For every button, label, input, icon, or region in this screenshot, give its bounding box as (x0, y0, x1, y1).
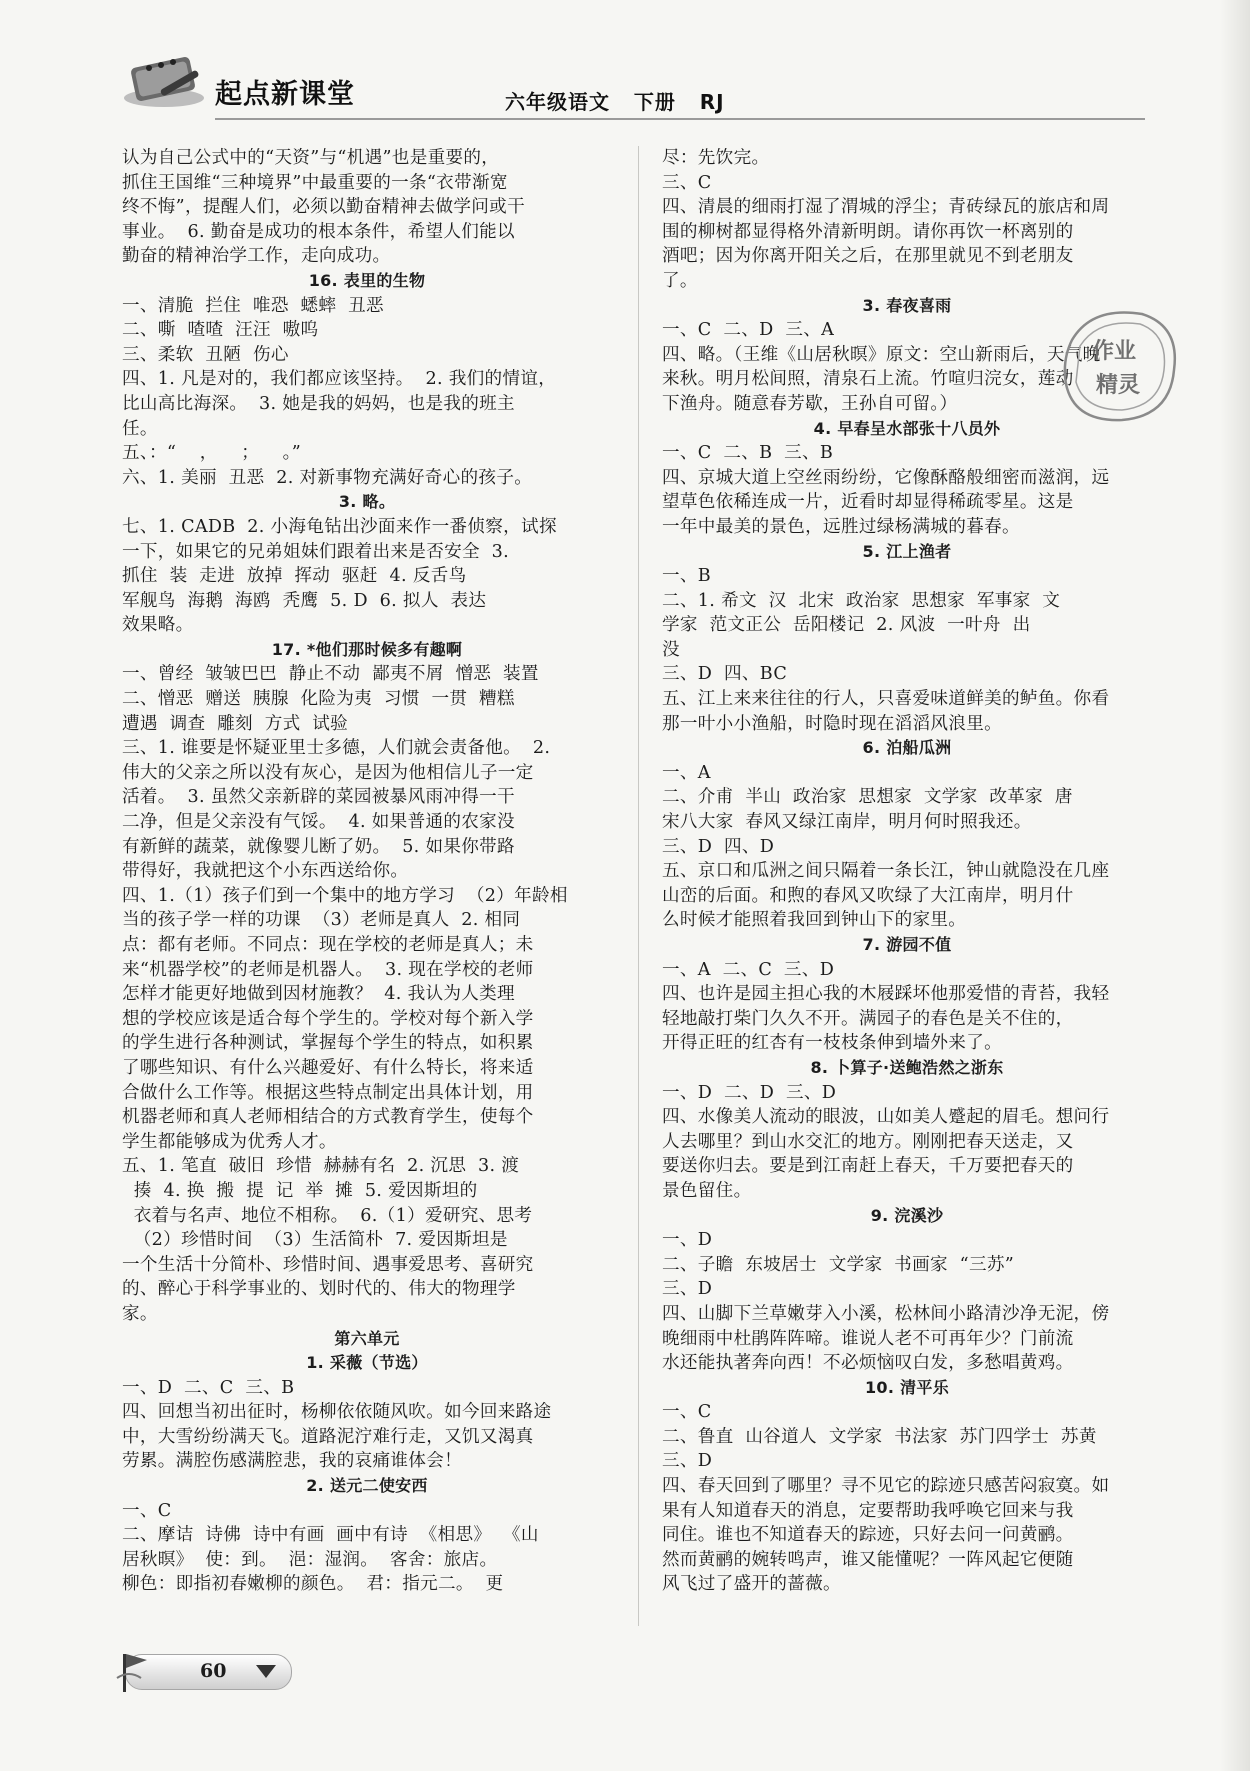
answer-line: 中，大雪纷纷满天飞。道路泥泞难行走，又饥又渴真 (122, 1426, 534, 1447)
answer-line: 效果略。 (122, 615, 194, 636)
answer-line: 三、D 四、BC (662, 664, 788, 685)
section-heading: 8. 卜算子·送鲍浩然之浙东 (810, 1057, 1004, 1077)
answer-line: 四、山脚下兰草嫩芽入小溪，松林间小路清沙净无泥，傍 (662, 1303, 1110, 1324)
answer-line: 二、鲁直 山谷道人 文学家 书法家 苏门四学士 苏黄 (662, 1426, 1097, 1447)
answer-line: 来“机器学校”的老师是机器人。 3. 现在学校的老师 (122, 959, 534, 980)
answer-line: 望草色依稀连成一片，近看时却显得稀疏零星。这是 (662, 492, 1074, 513)
answer-line: 四、1. 凡是对的，我们都应该坚持。 2. 我们的情谊， (122, 369, 557, 390)
answer-line: 然而黄鹂的婉转鸣声，谁又能懂呢？一阵风起它便随 (662, 1549, 1074, 1570)
answer-line: 的学生进行各种测试，掌握每个学生的特点，如积累 (122, 1033, 534, 1054)
stamp-text-top: 作业 (1091, 338, 1137, 364)
answer-line: 三、D (662, 1279, 713, 1300)
answer-line: 四、京城大道上空丝雨纷纷，它像酥酪般细密而滋润，远 (662, 467, 1110, 488)
answer-line: 围的柳树都显得格外清新明朗。请你再饮一杯离别的 (662, 221, 1074, 242)
header-rule (215, 118, 1145, 120)
notebook-pen-logo-icon (119, 54, 209, 110)
answer-line: 五、：“ ， ； 。” (122, 443, 302, 464)
answer-line: 三、1. 谁要是怀疑亚里士多德，人们就会责备他。 2. (122, 738, 551, 759)
answer-line: 了。 (662, 270, 698, 291)
answer-line: 来秋。明月松间照，清泉石上流。竹喧归浣女，莲动 (662, 369, 1074, 390)
stamp-text-bottom: 精灵 (1095, 372, 1141, 398)
answer-line: 一、C 二、B 三、B (662, 443, 834, 464)
answer-line: 五、1. 笔直 破旧 珍惜 赫赫有名 2. 沉思 3. 渡 (122, 1156, 520, 1177)
answer-line: 果有人知道春天的消息，定要帮助我呼唤它回来与我 (662, 1500, 1074, 1521)
section-heading: 17. *他们那时候多有趣啊 (271, 639, 463, 659)
answer-line: 军舰鸟 海鹅 海鸥 秃鹰 5. D 6. 拟人 表达 (122, 590, 487, 611)
answer-line: 任。 (122, 418, 158, 439)
answer-line: 景色留住。 (662, 1180, 752, 1201)
answer-line: 三、D (662, 1451, 713, 1472)
answer-line: 抓住 装 走进 放掉 挥动 驱赶 4. 反舌鸟 (122, 566, 467, 587)
section-heading: 第六单元 (334, 1328, 400, 1348)
section-heading: 6. 泊船瓜洲 (862, 738, 952, 758)
answer-line: 一个生活十分简朴、珍惜时间、遇事爱思考、喜研究 (122, 1254, 534, 1275)
answer-line: （2）珍惜时间 （3）生活简朴 7. 爱因斯坦是 (122, 1230, 508, 1251)
answer-line: 机器老师和真人老师相结合的方式教育学生，使每个 (122, 1107, 534, 1128)
answer-line: 五、江上来来往往的行人，只喜爱味道鲜美的鲈鱼。你看 (662, 689, 1110, 710)
section-heading: 4. 早春呈水部张十八员外 (813, 418, 1001, 438)
answer-line: 四、回想当初出征时，杨柳依依随风吹。如今回来路途 (122, 1402, 552, 1423)
answer-line: 伟大的父亲之所以没有灰心，是因为他相信儿子一定 (122, 762, 534, 783)
answer-line: 柳色：即指初春嫩柳的颜色。 君：指元二。 更 (122, 1574, 504, 1595)
brand-title: 起点新课堂 (215, 79, 355, 110)
answer-line: 居秋暝》 使：到。 浥：湿润。 客舍：旅店。 (122, 1549, 498, 1570)
answer-line: 要送你归去。要是到江南赶上春天，千万要把春天的 (662, 1156, 1074, 1177)
section-heading: 2. 送元二使安西 (306, 1476, 428, 1496)
answer-line: 揍 4. 换 搬 提 记 举 摊 5. 爱因斯坦的 (122, 1180, 478, 1201)
answer-line: 遭遇 调查 雕刻 方式 试验 (122, 713, 349, 734)
answer-line: 的、醉心于科学事业的、划时代的、伟大的物理学 (122, 1279, 516, 1300)
answer-line: 四、略。（王维《山居秋暝》原文：空山新雨后，天气晚 (662, 344, 1101, 365)
answer-line: 人去哪里？到山水交汇的地方。刚刚把春天送走，又 (662, 1131, 1074, 1152)
answer-line: 四、也许是园主担心我的木屐踩坏他那爱惜的青苔，我轻 (662, 984, 1110, 1005)
answer-line: 水还能执著奔向西！不必烦恼叹白发，多愁唱黄鸡。 (662, 1353, 1074, 1374)
answer-line: 三、C (662, 172, 712, 193)
answer-line: 一下，如果它的兄弟姐妹们跟着出来是否安全 3. (122, 541, 510, 562)
answer-line: 一、D (662, 1230, 713, 1251)
answer-line: 二、介甫 半山 政治家 思想家 文学家 改革家 唐 (662, 787, 1073, 808)
answer-line: 风飞过了盛开的蔷薇。 (662, 1574, 841, 1595)
section-heading: 7. 游园不值 (862, 935, 952, 954)
answer-line: 合做什么工作等。根据这些特点制定出具体计划，用 (122, 1082, 534, 1103)
answer-line: 一、C (662, 1402, 712, 1423)
answer-line: 三、D 四、D (662, 836, 775, 857)
answer-line: 衣着与名声、地位不相称。 6.（1）爱研究、思考 (122, 1205, 533, 1226)
answer-line: 宋八大家 春风又绿江南岸，明月何时照我还。 (662, 812, 1032, 833)
answer-line: 有新鲜的蔬菜，就像婴儿断了奶。 5. 如果你带路 (122, 836, 515, 857)
section-heading: 16. 表里的生物 (308, 270, 426, 290)
answer-line: 抓住王国维“三种境界”中最重要的一条“衣带渐宽 (122, 172, 508, 193)
answer-line: 事业。 6. 勤奋是成功的根本条件，希望人们能以 (122, 221, 515, 242)
answer-line: 那一叶小小渔船，时隐时现在滔滔风浪里。 (662, 713, 1002, 734)
answer-line: 一、C (122, 1500, 172, 1521)
answer-line: 学家 范文正公 岳阳楼记 2. 风波 一叶舟 出 (662, 615, 1031, 636)
answer-line: 一年中最美的景色，远胜过绿杨满城的暮春。 (662, 516, 1020, 537)
answer-line: 带得好，我就把这个小东西送给你。 (122, 861, 409, 882)
answer-line: 活着。 3. 虽然父亲新辟的菜园被暴风雨冲得一干 (122, 787, 515, 808)
column-divider (638, 146, 639, 1626)
answer-line: 二、憎恶 赠送 胰腺 化险为夷 习惯 一贯 糟糕 (122, 689, 515, 710)
answer-line: 劳累。满腔伤感满腔悲，我的哀痛谁体会！ (122, 1451, 462, 1472)
page-footer (115, 1648, 315, 1696)
section-heading: 5. 江上渔者 (862, 541, 952, 561)
answer-line: 二净，但是父亲没有气馁。 4. 如果普通的农家没 (122, 812, 515, 833)
answer-line: 轻地敲打柴门久久不开。满园子的春色是关不住的， (662, 1008, 1074, 1029)
answer-line: 酒吧；因为你离开阳关之后，在那里就见不到老朋友 (662, 246, 1074, 267)
answer-line: 勤奋的精神治学工作，走向成功。 (122, 246, 391, 267)
answer-line: 五、京口和瓜洲之间只隔着一条长江，钟山就隐没在几座 (662, 861, 1110, 882)
flag-icon (115, 1648, 151, 1694)
answer-line: 六、1. 美丽 丑恶 2. 对新事物充满好奇心的孩子。 (122, 467, 533, 488)
answer-line: 四、清晨的细雨打湿了渭城的浮尘；青砖绿瓦的旅店和周 (662, 197, 1110, 218)
grade-subject-label: 六年级语文 下册 RJ (505, 90, 725, 114)
answer-line: 认为自己公式中的“天资”与“机遇”也是重要的， (122, 148, 500, 168)
answer-line: 四、水像美人流动的眼波，山如美人蹙起的眉毛。想问行 (662, 1107, 1110, 1128)
answer-line: 开得正旺的红杏有一枝枝条伸到墙外来了。 (662, 1033, 1002, 1054)
answer-line: 一、C 二、D 三、A (662, 320, 835, 341)
section-heading: 10. 清平乐 (864, 1377, 949, 1397)
answer-line: 一、B (662, 566, 712, 587)
answer-line: 没 (662, 639, 680, 660)
answer-line: 一、曾经 皱皱巴巴 静止不动 鄙夷不屑 憎恶 装置 (122, 664, 539, 685)
answer-line: 二、嘶 喳喳 汪汪 嗷呜 (122, 320, 319, 341)
answer-line: 终不悔”，提醒人们，必须以勤奋精神去做学问或干 (122, 197, 525, 218)
answer-line: 学生都能够成为优秀人才。 (122, 1131, 337, 1152)
answer-line: 了哪些知识、有什么兴趣爱好、有什么特长，将来适 (122, 1057, 534, 1078)
answer-line: 二、摩诘 诗佛 诗中有画 画中有诗 《相思》 《山 (122, 1525, 539, 1546)
section-heading: 3. 略。 (338, 492, 396, 512)
answer-line: 怎样才能更好地做到因材施教？ 4. 我认为人类理 (122, 984, 515, 1005)
answer-line: 家。 (122, 1303, 158, 1324)
answer-line: 一、D 二、D 三、D (662, 1082, 837, 1103)
answer-line: 四、春天回到了哪里？寻不见它的踪迹只感苦闷寂寞。如 (662, 1476, 1110, 1497)
section-heading: 1. 采薇（节选） (306, 1353, 428, 1373)
answer-line: 一、A (662, 762, 711, 783)
answer-line: 一、A 二、C 三、D (662, 959, 835, 980)
section-heading: 3. 春夜喜雨 (862, 295, 952, 315)
left-answer-column (122, 146, 612, 1597)
answer-line: 山峦的后面。和煦的春风又吹绿了大江南岸，明月什 (662, 885, 1074, 906)
answer-line: 三、柔软 丑陋 伤心 (122, 344, 289, 365)
watermark-stamp-icon (1052, 300, 1184, 432)
down-arrow-icon (255, 1662, 277, 1680)
answer-line: 二、子瞻 东坡居士 文学家 书画家 “三苏” (662, 1254, 1015, 1275)
answer-line: 么时候才能照着我回到钟山下的家里。 (662, 910, 967, 931)
answer-line: 下渔舟。随意春芳歇，王孙自可留。） (662, 393, 958, 414)
answer-line: 二、1. 希文 汉 北宋 政治家 思想家 军事家 文 (662, 590, 1061, 611)
answer-line: 想的学校应该是适合每个学生的。学校对每个新入学 (122, 1008, 534, 1029)
page-number: 60 (200, 1660, 227, 1682)
answer-line: 点：都有老师。不同点：现在学校的老师是真人；未 (122, 935, 534, 955)
answer-line: 一、D 二、C 三、B (122, 1377, 295, 1398)
answer-line: 七、1. CADB 2. 小海龟钻出沙面来作一番侦察，试探 (122, 516, 557, 537)
answer-line: 一、清脆 拦住 唯恐 蟋蟀 丑恶 (122, 295, 384, 316)
answer-line: 四、1.（1）孩子们到一个集中的地方学习 （2）年龄相 (122, 885, 568, 906)
section-heading: 9. 浣溪沙 (870, 1205, 944, 1225)
answer-line: 当的孩子学一样的功课 （3）老师是真人 2. 相同 (122, 910, 521, 931)
page-header (115, 52, 1145, 120)
answer-line: 尽：先饮完。 (662, 148, 770, 168)
answer-line: 比山高比海深。 3. 她是我的妈妈，也是我的班主 (122, 393, 515, 414)
answer-line: 同住。谁也不知道春天的踪迹，只好去问一问黄鹂。 (662, 1525, 1074, 1546)
page-edge-shadow (1220, 0, 1250, 1771)
answer-line: 晚细雨中杜鹃阵阵啼。谁说人老不可再年少？门前流 (662, 1328, 1074, 1349)
